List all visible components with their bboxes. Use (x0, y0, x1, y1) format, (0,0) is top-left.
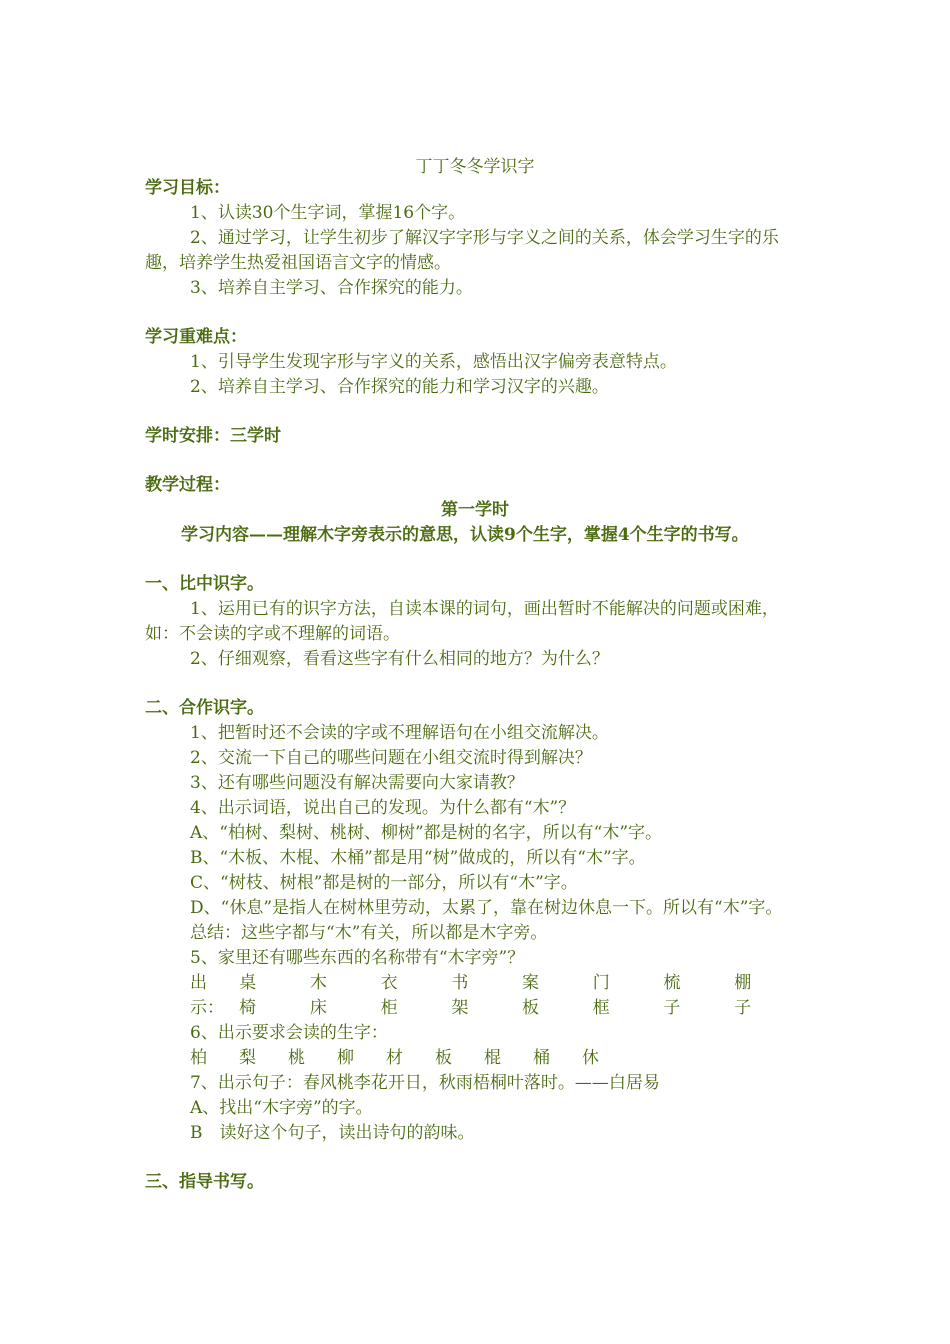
section2-subitem: B 读好这个句子，读出诗句的韵味。 (190, 1123, 475, 1143)
goal-item: 2、通过学习，让学生初步了解汉字字形与字义之间的关系，体会学习生字的乐趣，培养学生热爱祖国语言文字的情感。 (145, 228, 779, 273)
goal-item: 1、认读30个生字词，掌握16个字。 (190, 203, 466, 223)
section2-item: 7、出示句子：春风桃李花开日，秋雨梧桐叶落时。——白居易 (190, 1073, 660, 1093)
char-item: 棍 (484, 1048, 501, 1068)
schedule-line: 学时安排：三学时 (145, 426, 281, 446)
section3-heading: 三、指导书写。 (145, 1172, 264, 1192)
section2-item: C、“树枝、树根”都是树的一部分，所以有“木”字。 (190, 873, 578, 893)
char-item: 梨 (239, 1048, 256, 1068)
section2-item: 6、出示要求会读的生字： (190, 1023, 388, 1043)
show-word: 棚子 (734, 973, 752, 1018)
section1-heading: 一、比中识字。 (145, 574, 264, 594)
section2-subitem: A、找出“木字旁”的字。 (190, 1098, 373, 1118)
keypoint-item: 2、培养自主学习、合作探究的能力和学习汉字的兴趣。 (190, 377, 609, 397)
char-item: 休 (582, 1048, 599, 1068)
show-word: 衣柜 (380, 973, 398, 1018)
chars-row (145, 1046, 805, 1071)
section2-heading: 二、合作识字。 (145, 698, 264, 718)
char-item: 桃 (288, 1048, 305, 1068)
lesson1-content: 学习内容——理解木字旁表示的意思，认读9个生字，掌握4个生字的书写。 (181, 525, 749, 545)
document-title: 丁丁冬冬学识字 (415, 157, 535, 177)
show-word: 门框 (592, 973, 610, 1018)
show-word: 书架 (451, 973, 469, 1018)
show-word: 案板 (522, 973, 540, 1018)
section2-item: 5、家里还有哪些东西的名称带有“木字旁”？ (190, 948, 525, 968)
section2-item: B、“木板、木棍、木桶”都是用“树”做成的，所以有“木”字。 (190, 848, 646, 868)
goal-item: 3、培养自主学习、合作探究的能力。 (190, 278, 473, 298)
section2-item: 4、出示词语，说出自己的发现。为什么都有“木”？ (190, 798, 576, 818)
show-word: 梳子 (663, 973, 681, 1018)
keypoint-item: 1、引导学生发现字形与字义的关系，感悟出汉字偏旁表意特点。 (190, 352, 677, 372)
char-item: 柏 (190, 1048, 207, 1068)
char-item: 柳 (337, 1048, 354, 1068)
section1-item: 2、仔细观察，看看这些字有什么相同的地方？为什么？ (190, 649, 609, 669)
char-item: 板 (435, 1048, 452, 1068)
lesson1-heading: 第一学时 (441, 500, 509, 520)
section2-item: 3、还有哪些问题没有解决需要向大家请教？ (190, 773, 524, 793)
keypoints-heading: 学习重难点： (145, 327, 247, 347)
section2-item: A、“柏树、梨树、桃树、柳树”都是树的名字，所以有“木”字。 (190, 823, 663, 843)
show-label: 出示： (190, 973, 224, 1018)
show-word: 桌椅 (239, 973, 257, 1018)
section2-item: 1、把暂时还不会读的字或不理解语句在小组交流解决。 (190, 723, 609, 743)
section2-summary: 总结：这些字都与“木”有关，所以都是木字旁。 (190, 923, 548, 943)
char-item: 桶 (533, 1048, 550, 1068)
section2-item: D、“休息”是指人在树林里劳动，太累了，靠在树边休息一下。所以有“木”字。 (190, 898, 783, 918)
section1-item: 1、运用已有的识字方法，自读本课的词句，画出暂时不能解决的问题或困难，如：不会读的字或不理解的词语。 (145, 599, 779, 644)
document-body (145, 176, 805, 1195)
char-item: 材 (386, 1048, 403, 1068)
process-heading: 教学过程： (145, 475, 230, 495)
goals-heading: 学习目标： (145, 178, 230, 198)
section2-item: 2、交流一下自己的哪些问题在小组交流时得到解决？ (190, 748, 592, 768)
show-words-row (145, 971, 805, 1021)
show-word: 木床 (309, 973, 327, 1018)
